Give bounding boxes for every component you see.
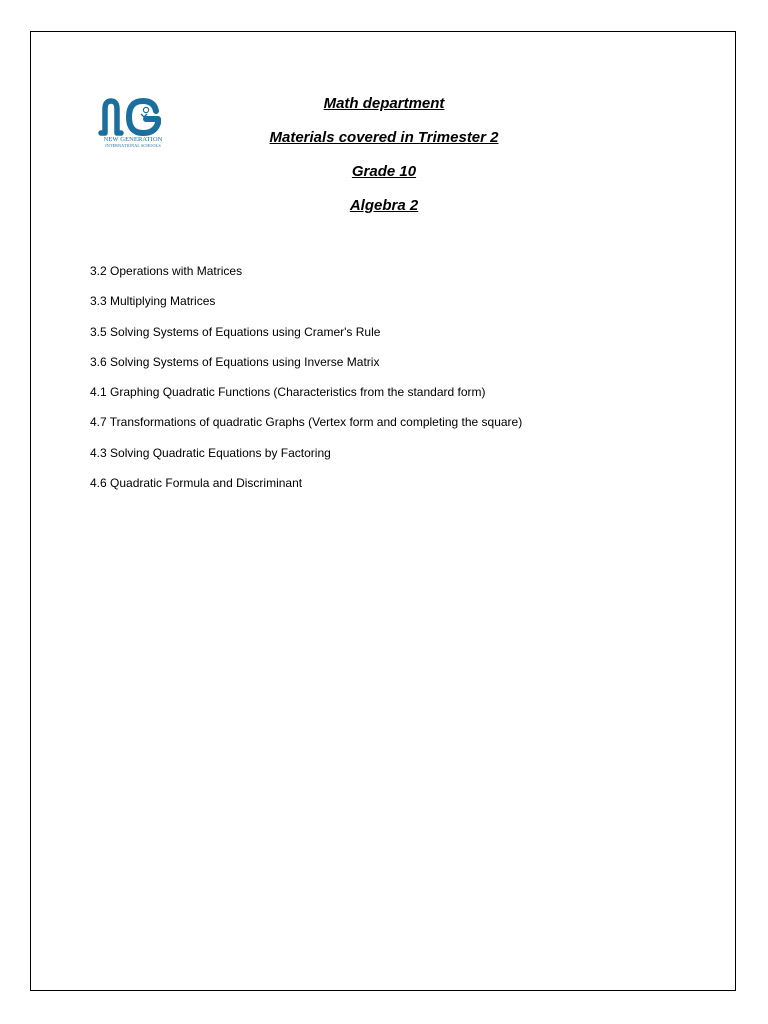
topic-item: 3.2 Operations with Matrices (90, 264, 243, 278)
materials-title: Materials covered in Trimester 2 (269, 129, 499, 146)
department-title: Math department (323, 95, 445, 112)
document-header (31, 92, 737, 228)
logo-name-line2: INTERNATIONAL SCHOOLS (105, 143, 161, 148)
topic-item: 3.5 Solving Systems of Equations using Cramer's Rule (90, 324, 381, 339)
subject-title: Algebra 2 (349, 197, 419, 214)
grade-title: Grade 10 (351, 163, 417, 180)
logo-name-line1: NEW GENERATION (103, 136, 163, 143)
topic-item: 4.1 Graphing Quadratic Functions (Characteristics from the standard form) (90, 385, 486, 400)
topic-item: 4.7 Transformations of quadratic Graphs (Vertex form and completing the square) (90, 415, 523, 430)
topic-item: 3.6 Solving Systems of Equations using Inverse Matrix (90, 354, 380, 369)
topic-item: 3.3 Multiplying Matrices (90, 294, 216, 309)
topic-item: 4.6 Quadratic Formula and Discriminant (90, 476, 303, 491)
topic-item: 4.3 Solving Quadratic Equations by Factoring (90, 445, 331, 460)
topics-list (90, 262, 710, 504)
document-page (30, 31, 736, 991)
